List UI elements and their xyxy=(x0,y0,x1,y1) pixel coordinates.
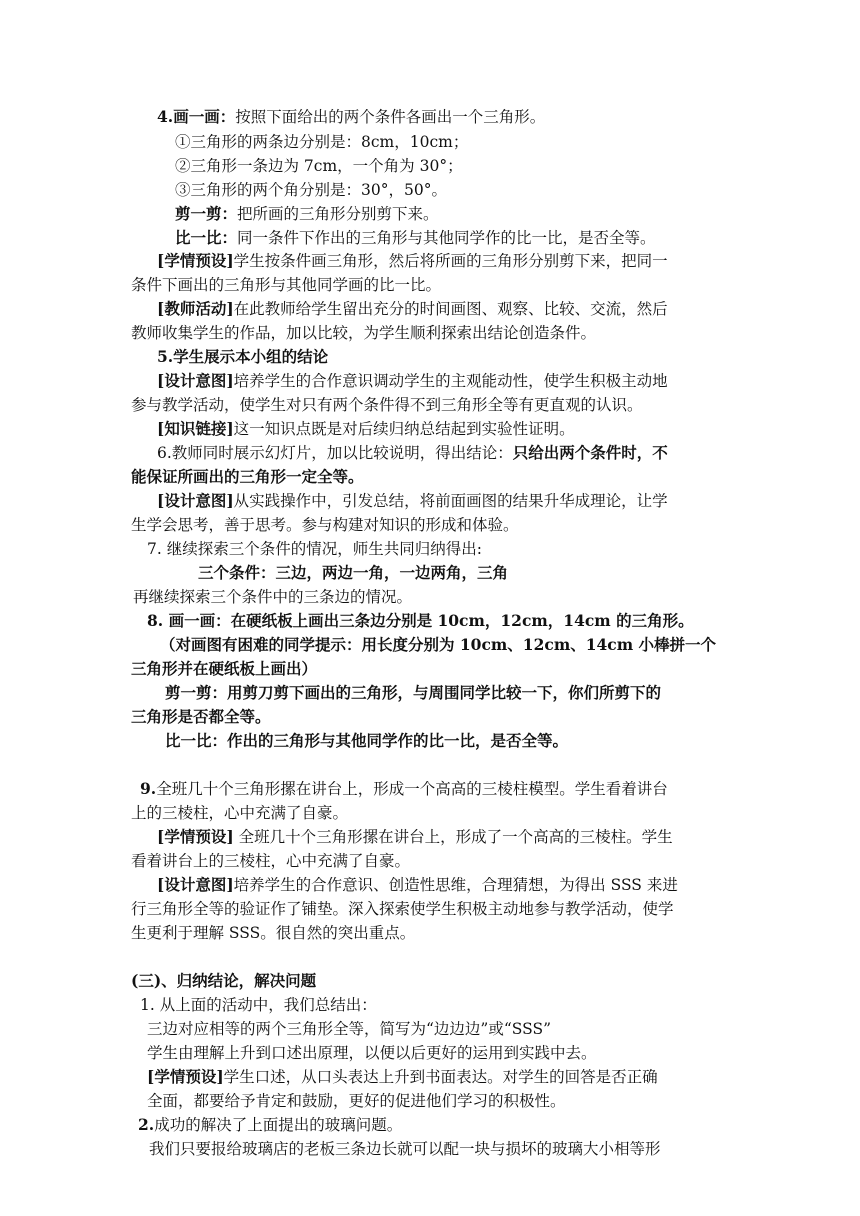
item-4-line xyxy=(157,105,545,129)
text-line: 从实践操作中，引发总结，将前面画图的结果升华成理论，让学 xyxy=(233,492,668,510)
text-line: 再继续探索三个条件中的三条边的情况。 xyxy=(133,588,413,606)
item-2-line xyxy=(138,1113,402,1137)
condition-3: ③三角形的两个角分别是：30°，50°。 xyxy=(175,181,447,199)
preset-line xyxy=(157,249,668,273)
section-tag: [知识链接] xyxy=(157,419,234,438)
text-line: 全班几十个三角形摞在讲台上，形成一个高高的三棱柱模型。学生看着讲台 xyxy=(156,780,668,798)
design-intent-line xyxy=(157,489,668,513)
text-line: 这一知识点既是对后续归纳总结起到实验性证明。 xyxy=(233,420,575,438)
text-line: 培养学生的合作意识、创造性思维，合理猜想，为得出 SSS 来进 xyxy=(233,876,678,894)
compare-line xyxy=(175,226,656,250)
conclusion-text: 只给出两个条件时，不 xyxy=(512,443,668,462)
text-line: 我们只要报给玻璃店的老板三条边长就可以配一块与损坏的玻璃大小相等形 xyxy=(149,1140,661,1158)
item-1-line: 1. 从上面的活动中，我们总结出： xyxy=(140,996,377,1014)
three-conditions-summary: 三个条件：三边，两边一角，一边两角，三角 xyxy=(198,563,509,582)
section-tag: [学情预设] xyxy=(157,251,234,270)
text-line: 三角形是否都全等。 xyxy=(131,707,271,726)
design-intent-line xyxy=(157,873,678,897)
condition-2: ②三角形一条边为 7cm，一个角为 30°； xyxy=(175,157,463,175)
hint-line: 三角形并在硬纸板上画出） xyxy=(131,659,318,678)
knowledge-link-line xyxy=(157,417,575,441)
design-intent-line xyxy=(157,369,668,393)
item-8-line: 8. 画一画：在硬纸板上画出三条边分别是 10cm，12cm，14cm 的三角形。 xyxy=(147,611,694,630)
section-tag: [学情预设] xyxy=(147,1067,224,1086)
text-line: 同一条件下作出的三角形与其他同学作的比一比，是否全等。 xyxy=(237,229,656,247)
text-line: 学生口述，从口头表达上升到书面表达。对学生的回答是否正确 xyxy=(223,1068,658,1086)
text-line: 参与教学活动，使学生对只有两个条件得不到三角形全等有更直观的认识。 xyxy=(131,396,643,414)
section-tag: [设计意图] xyxy=(157,875,234,894)
item-6-line xyxy=(157,441,668,465)
item-7-line: 7. 继续探索三个条件的情况，师生共同归纳得出: xyxy=(147,540,482,558)
section-tag: [教师活动] xyxy=(157,299,234,318)
text-line: 培养学生的合作意识调动学生的主观能动性，使学生积极主动地 xyxy=(233,372,668,390)
text-line: 生更利于理解 SSS。很自然的突出重点。 xyxy=(131,924,416,942)
hint-line: （对画图有困难的同学提示：用长度分别为 10cm、12cm、14cm 小棒拼一个 xyxy=(160,635,717,654)
section-tag: [设计意图] xyxy=(157,491,234,510)
preset-line xyxy=(157,825,673,849)
preset-line xyxy=(147,1065,658,1089)
condition-1: ①三角形的两条边分别是：8cm，10cm； xyxy=(175,133,469,151)
text-line: 行三角形全等的验证作了铺垫。深入探索使学生积极主动地参与教学活动，使学 xyxy=(131,900,674,918)
activity-label: 比一比： xyxy=(175,228,238,247)
item-number: 9. xyxy=(140,779,157,798)
item-number: 4. xyxy=(157,107,174,126)
text-line: 生学会思考，善于思考。参与构建对知识的形成和体验。 xyxy=(131,516,519,534)
conclusion-text: 能保证所画出的三角形一定全等。 xyxy=(131,467,364,486)
text-line: 全班几十个三角形摞在讲台上，形成了一个高高的三棱柱。学生 xyxy=(233,828,673,846)
text-line: 按照下面给出的两个条件各画出一个三角形。 xyxy=(235,108,546,126)
text-line: 学生按条件画三角形，然后将所画的三角形分别剪下来，把同一 xyxy=(233,252,668,270)
section-tag: [设计意图] xyxy=(157,371,234,390)
cut-line: 剪一剪：用剪刀剪下画出的三角形，与周围同学比较一下，你们所剪下的 xyxy=(165,683,662,702)
text-line: 看着讲台上的三棱柱，心中充满了自豪。 xyxy=(131,852,411,870)
compare-line: 比一比：作出的三角形与其他同学作的比一比，是否全等。 xyxy=(165,731,569,750)
activity-label: 画一画： xyxy=(173,107,236,126)
sss-statement: 三边对应相等的两个三角形全等，简写为“边边边”或“SSS” xyxy=(147,1020,552,1038)
item-9-line xyxy=(140,777,668,801)
text-line: 教师收集学生的作品，加以比较，为学生顺利探索出结论创造条件。 xyxy=(131,324,597,342)
section-heading: (三)、归纳结论，解决问题 xyxy=(131,971,317,990)
section-tag: [学情预设] xyxy=(157,827,234,846)
item-number: 2. xyxy=(138,1115,155,1134)
text-line: 上的三棱柱，心中充满了自豪。 xyxy=(131,804,349,822)
text-line: 把所画的三角形分别剪下来。 xyxy=(237,205,439,223)
text-line: 在此教师给学生留出充分的时间画图、观察、比较、交流，然后 xyxy=(233,300,668,318)
activity-label: 剪一剪： xyxy=(175,204,238,223)
text-line: 全面，都要给予肯定和鼓励，更好的促进他们学习的积极性。 xyxy=(147,1092,566,1110)
text-line: 6.教师同时展示幻灯片，加以比较说明，得出结论： xyxy=(157,444,513,462)
item-5-heading: 5.学生展示本小组的结论 xyxy=(157,347,329,366)
text-line: 成功的解决了上面提出的玻璃问题。 xyxy=(154,1116,403,1134)
text-line: 学生由理解上升到口述出原理，以便以后更好的运用到实践中去。 xyxy=(147,1044,597,1062)
teacher-activity-line xyxy=(157,297,668,321)
text-line: 条件下画出的三角形与其他同学画的比一比。 xyxy=(131,276,442,294)
cut-line xyxy=(175,202,439,226)
